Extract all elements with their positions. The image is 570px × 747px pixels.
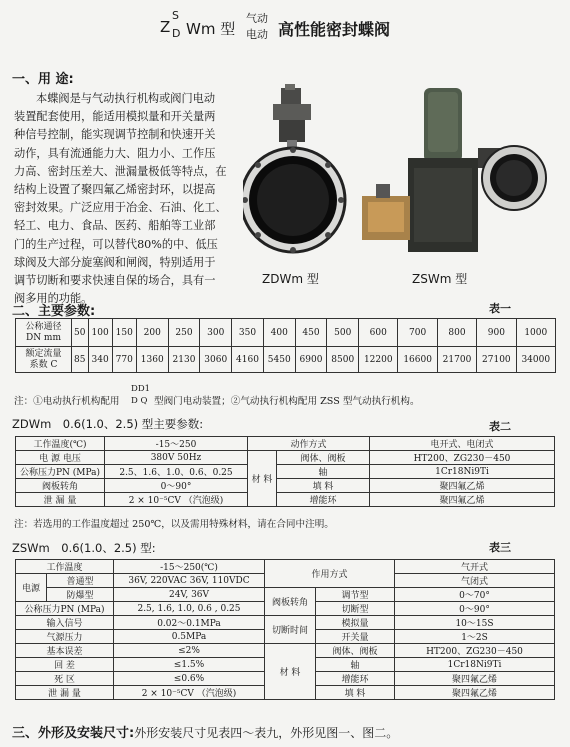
zswm-power-normal-label: 普通型 [47,574,114,588]
params-table [15,318,556,373]
table1-note-a: 注：①电动执行机构配用 [14,396,120,407]
zswm-valve-image [362,88,562,258]
flow-value: 8500 [327,347,359,373]
zswm-action-label: 作用方式 [265,560,395,588]
zswm-pn-value: 2.5, 1.6, 1.0, 0.6 , 0.25 [114,602,265,616]
flow-value: 770 [112,347,136,373]
title-mode-electric: 电动 [246,28,268,41]
dn-value: 350 [232,319,264,347]
zdwm-pn-label: 公称压力PN (MPa) [16,465,105,479]
zswm-row [16,588,555,602]
zdwm-power-label: 电 源 电压 [16,451,105,465]
flow-value: 85 [72,347,89,373]
zswm-row [16,616,555,630]
zswm-back-label: 回 差 [16,658,114,672]
zswm-material-name: 轴 [316,658,395,672]
zswm-input-value: 0.02～0.1MPa [114,616,265,630]
flow-value: 21700 [437,347,476,373]
zswm-row [16,560,555,574]
zswm-angle-adj-value: 0～70° [395,588,555,602]
zswm-time-switch-value: 1～2S [395,630,555,644]
zdwm-table [15,436,555,507]
flow-row [16,347,556,373]
table1-note-b: 型阀门电动装置；②气动执行机构配用 ZSS 型气动执行机构。 [154,396,420,407]
zdwm-temp-value: -15～250 [105,437,248,451]
zswm-leak-label: 泄 漏 量 [16,686,114,700]
flow-label [16,347,72,373]
section3-heading: 三、外形及安装尺寸: [12,726,135,741]
zswm-power-normal-value: 36V, 220VAC 36V, 110VDC [114,574,265,588]
usage-line: 装置配套使用，能适用模拟量和开关量两 [14,110,216,124]
zdwm-material-value: 聚四氟乙烯 [370,479,555,493]
usage-line: 门的生产过程，可以替代80%的中、低压 [14,237,218,251]
zdwm-row [16,493,555,507]
dn-value: 300 [200,319,232,347]
zswm-material-value: HT200、ZG230－450 [395,644,555,658]
zswm-air-label: 气源压力 [16,630,114,644]
zswm-temp-value: -15～250(℃) [114,560,265,574]
table1-note-dq: D Q [131,396,148,406]
zswm-material-value: 1Cr18Ni9Ti [395,658,555,672]
title-z: Z [160,18,171,36]
usage-line: 种信号控制，能实现调节控制和快速开关 [14,128,216,142]
zdwm-row [16,479,555,493]
zswm-angle-cut-label: 切断型 [316,602,395,616]
title-d: D [172,27,181,40]
usage-line: 动作，具有流通能力大、阻力小、工作压 [14,146,216,160]
zdwm-material-value: 1Cr18Ni9Ti [370,465,555,479]
dn-value: 400 [263,319,295,347]
zswm-dead-value: ≤0.6% [114,672,265,686]
usage-line: 球阀及大部分旋塞阀和闸阀，特别适用于 [14,255,216,269]
section3 [12,722,398,741]
zswm-action-v2: 气闭式 [395,574,555,588]
zswm-angle-adj-label: 调节型 [316,588,395,602]
zdwm-material-value: 聚四氟乙烯 [370,493,555,507]
zswm-material-label: 材 料 [265,644,316,700]
flow-label-line: 系数 C [29,359,58,370]
zdwm-material-name: 阀体、阀板 [277,451,370,465]
zdwm-leak-value: 2 × 10⁻⁵CV （汽泡级) [105,493,248,507]
flow-value: 340 [88,347,112,373]
zswm-time-switch-label: 开关量 [316,630,395,644]
flow-value: 2130 [168,347,200,373]
zswm-leak-value: 2 × 10⁻⁵CV （汽泡级) [114,686,265,700]
zdwm-action-label: 动作方式 [248,437,370,451]
flow-value: 4160 [232,347,264,373]
zdwm-image-label: ZDWm 型 [262,272,319,286]
zdwm-valve-image [243,84,355,260]
zswm-input-label: 输入信号 [16,616,114,630]
zdwm-action-value: 电开式、电闭式 [370,437,555,451]
zswm-time-analog-label: 模拟量 [316,616,395,630]
zswm-material-name: 阀体、阀板 [316,644,395,658]
usage-heading: 一、用 途: [12,72,74,87]
zswm-heading: ZSWm 0.6(1.0、2.5) 型: [12,541,156,555]
table1-tag: 表一 [489,302,511,315]
zdwm-temp-label: 工作温度(℃) [16,437,105,451]
table2-note: 注：若选用的工作温度超过 250℃，以及需用特殊材料，请在合同中注明。 [14,519,334,530]
zswm-time-analog-value: 10～15S [395,616,555,630]
zdwm-leak-label: 泄 漏 量 [16,493,105,507]
zdwm-material-name: 增能环 [277,493,370,507]
zswm-material-name: 增能环 [316,672,395,686]
zswm-angle-label: 阀板转角 [265,588,316,616]
flow-value: 16600 [398,347,437,373]
zdwm-row [16,465,555,479]
section3-text: 外形安装尺寸见表四～表九，外形见图一、图二。 [134,726,399,740]
zswm-image-label: ZSWm 型 [412,272,468,286]
zdwm-row [16,437,555,451]
zswm-temp-label: 工作温度 [16,560,114,574]
zswm-air-value: 0.5MPa [114,630,265,644]
usage-line: 调节切断和要求快速自保的场合，具有一 [14,274,216,288]
table1-note-dd: DD1 [131,384,151,394]
zswm-table [15,559,555,700]
usage-line: 密封效果。广泛应用于冶金、石油、化工、 [14,201,227,215]
usage-line: 本蝶阀是与气动执行机构或阀门电动 [36,92,216,105]
flow-label-line: 额定流量 [25,348,62,359]
zdwm-power-value: 380V 50Hz [105,451,248,465]
page-title [160,8,460,44]
table2-tag: 表二 [489,420,511,433]
dn-value: 1000 [516,319,555,347]
usage-line: 轻工、电力、食品、医药、船舶等工业部 [14,219,216,233]
title-main: 高性能密封蝶阀 [278,20,391,39]
dn-label-line: 公称通径 [25,321,62,332]
flow-value: 3060 [200,347,232,373]
dn-value: 600 [359,319,398,347]
zswm-dead-label: 死 区 [16,672,114,686]
dn-value: 150 [112,319,136,347]
title-s: S [172,9,179,22]
zswm-material-value: 聚四氟乙烯 [395,686,555,700]
table3-tag: 表三 [489,541,511,554]
zdwm-heading: ZDWm 0.6(1.0、2.5) 型主要参数: [12,417,204,431]
zdwm-angle-label: 阀板转角 [16,479,105,493]
zdwm-material-name: 填 料 [277,479,370,493]
usage-line: 力高、密封压差大、泄漏量极低等特点，在 [14,164,227,178]
zswm-action-v1: 气开式 [395,560,555,574]
title-wm: Wm 型 [186,20,236,38]
dn-value: 200 [136,319,168,347]
zswm-power-label: 电源 [16,574,47,602]
params-heading: 二、主要参数: [12,304,96,319]
zswm-material-name: 填 料 [316,686,395,700]
zdwm-row [16,451,555,465]
flow-value: 27100 [477,347,516,373]
flow-value: 6900 [295,347,327,373]
zswm-err-value: ≤2% [114,644,265,658]
usage-line: 结构上设置了聚四氟乙烯密封环，以提高 [14,183,216,197]
title-mode-pneumatic: 气动 [246,12,268,25]
flow-value: 1360 [136,347,168,373]
dn-value: 800 [437,319,476,347]
dn-label [16,319,72,347]
zdwm-material-value: HT200、ZG230－450 [370,451,555,465]
dn-value: 500 [327,319,359,347]
dn-value: 450 [295,319,327,347]
zswm-err-label: 基本误差 [16,644,114,658]
dn-value: 50 [72,319,89,347]
zdwm-material-name: 轴 [277,465,370,479]
zswm-angle-cut-value: 0～90° [395,602,555,616]
zdwm-pn-value: 2.5、1.6、1.0、0.6、0.25 [105,465,248,479]
dn-value: 700 [398,319,437,347]
dn-value: 900 [477,319,516,347]
zswm-power-ex-label: 防爆型 [47,588,114,602]
dn-label-line: DN mm [25,332,62,343]
dn-value: 250 [168,319,200,347]
zswm-power-ex-value: 24V, 36V [114,588,265,602]
usage-line: 阀多用的功能。 [14,292,93,306]
dn-value: 100 [88,319,112,347]
zswm-pn-label: 公称压力PN (MPa) [16,602,114,616]
zdwm-angle-value: 0～90° [105,479,248,493]
zdwm-material-label: 材 料 [248,451,277,507]
zswm-time-label: 切断时间 [265,616,316,644]
usage-text [14,90,227,308]
zswm-material-value: 聚四氟乙烯 [395,672,555,686]
flow-value: 12200 [359,347,398,373]
dn-row [16,319,556,347]
flow-value: 5450 [263,347,295,373]
zswm-row [16,644,555,658]
zswm-back-value: ≤1.5% [114,658,265,672]
flow-value: 34000 [516,347,555,373]
